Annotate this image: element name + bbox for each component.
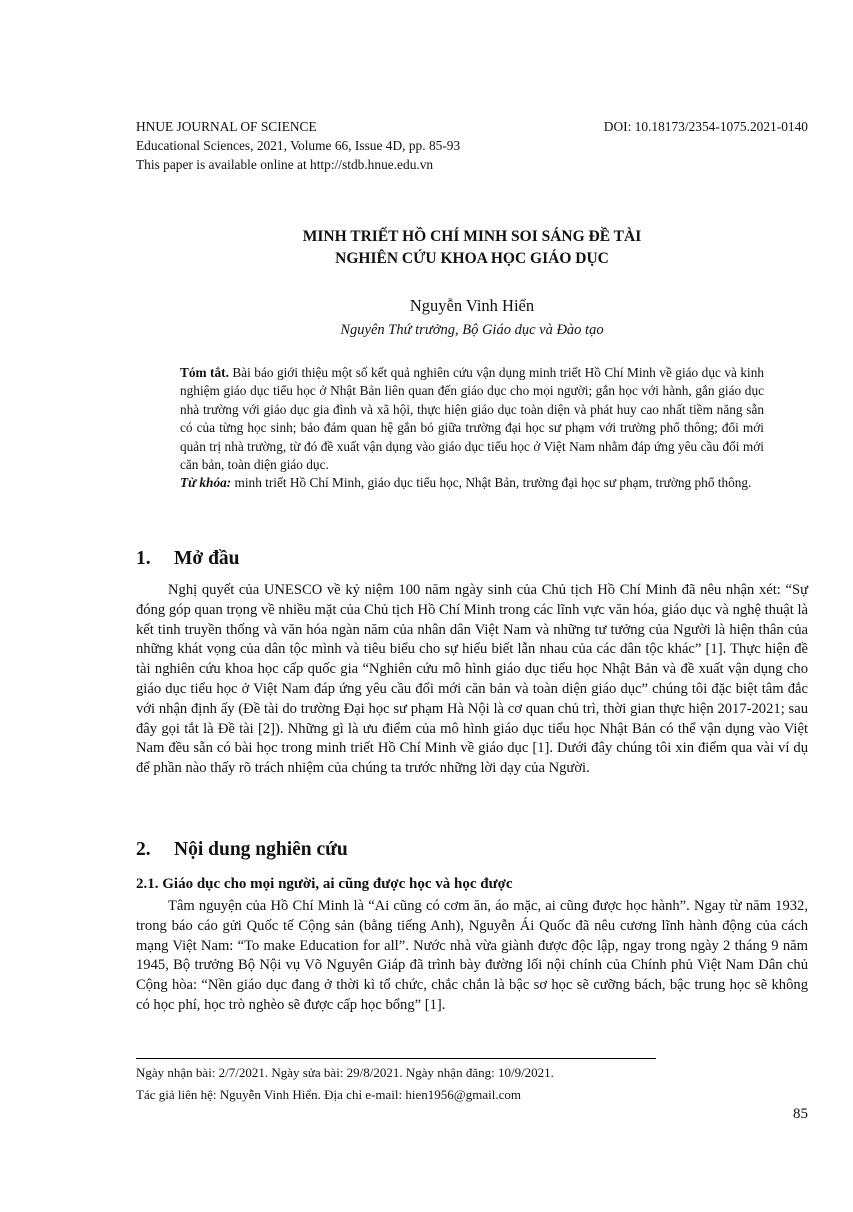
author-affiliation: Nguyên Thứ trưởng, Bộ Giáo dục và Đào tạo (340, 322, 604, 338)
abstract-paragraph (180, 364, 764, 474)
keywords-text: minh triết Hồ Chí Minh, giáo dục tiểu học, Nhật Bản, trường đại học sư phạm, trường phổ thông. (234, 475, 752, 491)
section-2-number: 2. (136, 839, 151, 860)
section-1-paragraph: Nghị quyết của UNESCO về kỷ niệm 100 năm ngày sinh của Chủ tịch Hồ Chí Minh đã nêu nhận xét: “Sự đóng góp quan trọng về nhiều mặt của Chủ tịch Hồ Chí Minh trong các lĩnh vực văn hóa, giáo dục và nghệ thuật là kết tinh truyền thống và văn hóa ngàn năm của nhân dân Việt Nam và những tư tưởng của Người là hiện thân của những khát vọng của dân tộc mình và tiêu biểu cho sự hiểu biết lẫn nhau của các dân tộc khác” [1]. Thực hiện đề tài nghiên cứu khoa học cấp quốc gia “Nghiên cứu mô hình giáo dục tiểu học Nhật Bản và đề xuất vận dụng cho giáo dục tiểu học ở Việt Nam đáp ứng yêu cầu đổi mới căn bản và toàn diện giáo dục” chúng tôi đặc biệt tâm đắc với nhận định ấy (Đề tài do trường Đại học sư phạm Hà Nội là cơ quan chủ trì, thời gian thực hiện 2017-2021; sau đây gọi tắt là Đề tài [2]). Những gì là ưu điểm của mô hình giáo dục tiểu học Nhật Bản có thể vận dụng vào Việt Nam đều sẵn có bài học trong minh triết Hồ Chí Minh về giáo dục [1]. Dưới đây chúng tôi xin điểm qua vài ví dụ để phần nào thấy rõ trách nhiệm của chúng ta trước những lời dạy của Người. (136, 582, 808, 777)
section-1-number: 1. (136, 548, 151, 569)
journal-header (136, 117, 808, 174)
footnote-dates: Ngày nhận bài: 2/7/2021. Ngày sửa bài: 29/8/2021. Ngày nhận đăng: 10/9/2021. (136, 1065, 554, 1080)
abstract-label: Tóm tắt. (180, 365, 229, 380)
title-line-2: NGHIÊN CỨU KHOA HỌC GIÁO DỤC (335, 250, 609, 267)
footnote-divider (136, 1058, 656, 1059)
page-number: 85 (793, 1106, 808, 1122)
header-top-row (136, 117, 808, 136)
abstract (180, 364, 764, 493)
author-name: Nguyễn Vinh Hiển (409, 296, 535, 315)
online-info: This paper is available online at http://stdb.hnue.edu.vn (136, 157, 434, 172)
section-2-title: Nội dung nghiên cứu (174, 839, 348, 860)
abstract-text: Bài báo giới thiệu một số kết quả nghiên cứu vận dụng minh triết Hồ Chí Minh về giáo dục và kinh nghiệm giáo dục tiểu học ở Nhật Bản liên quan đến giáo dục cho mọi người; gắn học với hành, gắn giáo dục nhà trường với giáo dục gia đình và xã hội, thực hiện giáo dục toàn diện và phát huy cao nhất tiềm năng sẵn có của từng học sinh; bảo đảm quan hệ gắn bó giữa trường đại học sư phạm với trường phổ thông; đổi mới quản trị nhà trường, từ đó đề xuất vận dụng vào giáo dục tiểu học ở Việt Nam nhằm đáp ứng yêu cầu đổi mới căn bản, toàn diện giáo dục. (180, 365, 764, 473)
doi: DOI: 10.18173/2354-1075.2021-0140 (603, 119, 808, 134)
subsection-2-1-heading: 2.1. Giáo dục cho mọi người, ai cũng được học và học được (136, 876, 513, 892)
section-2-heading (136, 837, 348, 863)
footnote-contact: Tác giả liên hệ: Nguyễn Vinh Hiển. Địa chỉ e-mail: hien1956@gmail.com (136, 1087, 521, 1102)
keywords-paragraph (180, 474, 764, 492)
paper-title (136, 226, 808, 270)
keywords-label: Từ khóa: (180, 475, 232, 491)
journal-name: HNUE JOURNAL OF SCIENCE (136, 119, 317, 134)
section-1-heading (136, 546, 240, 572)
section-1-title: Mở đầu (174, 548, 240, 569)
issue-info: Educational Sciences, 2021, Volume 66, Issue 4D, pp. 85-93 (136, 138, 461, 153)
footnotes (136, 1062, 808, 1106)
title-line-1: MINH TRIẾT HỒ CHÍ MINH SOI SÁNG ĐỀ TÀI (302, 228, 642, 245)
subsection-2-1-paragraph: Tâm nguyện của Hồ Chí Minh là “Ai cũng có cơm ăn, áo mặc, ai cũng được học hành”. Ngay từ năm 1932, trong báo cáo gửi Quốc tế Cộng sản (bằng tiếng Anh), Nguyễn Ái Quốc đã nêu cương lĩnh hành động của cách mạng Việt Nam: “To make Education for all”. Nước nhà vừa giành được độc lập, ngay trong ngày 2 tháng 9 năm 1945, Bộ trưởng Bộ Nội vụ Võ Nguyên Giáp đã trình bày đường lối nội chính của Chính phủ Việt Nam Dân chủ Cộng hòa: “Nền giáo dục đang ở thời kì tổ chức, chắc chắn là bậc sơ học sẽ cưỡng bách, bậc trung học sẽ không có học phí, học trò nghèo sẽ được cấp học bổng” [1]. (136, 898, 808, 1013)
